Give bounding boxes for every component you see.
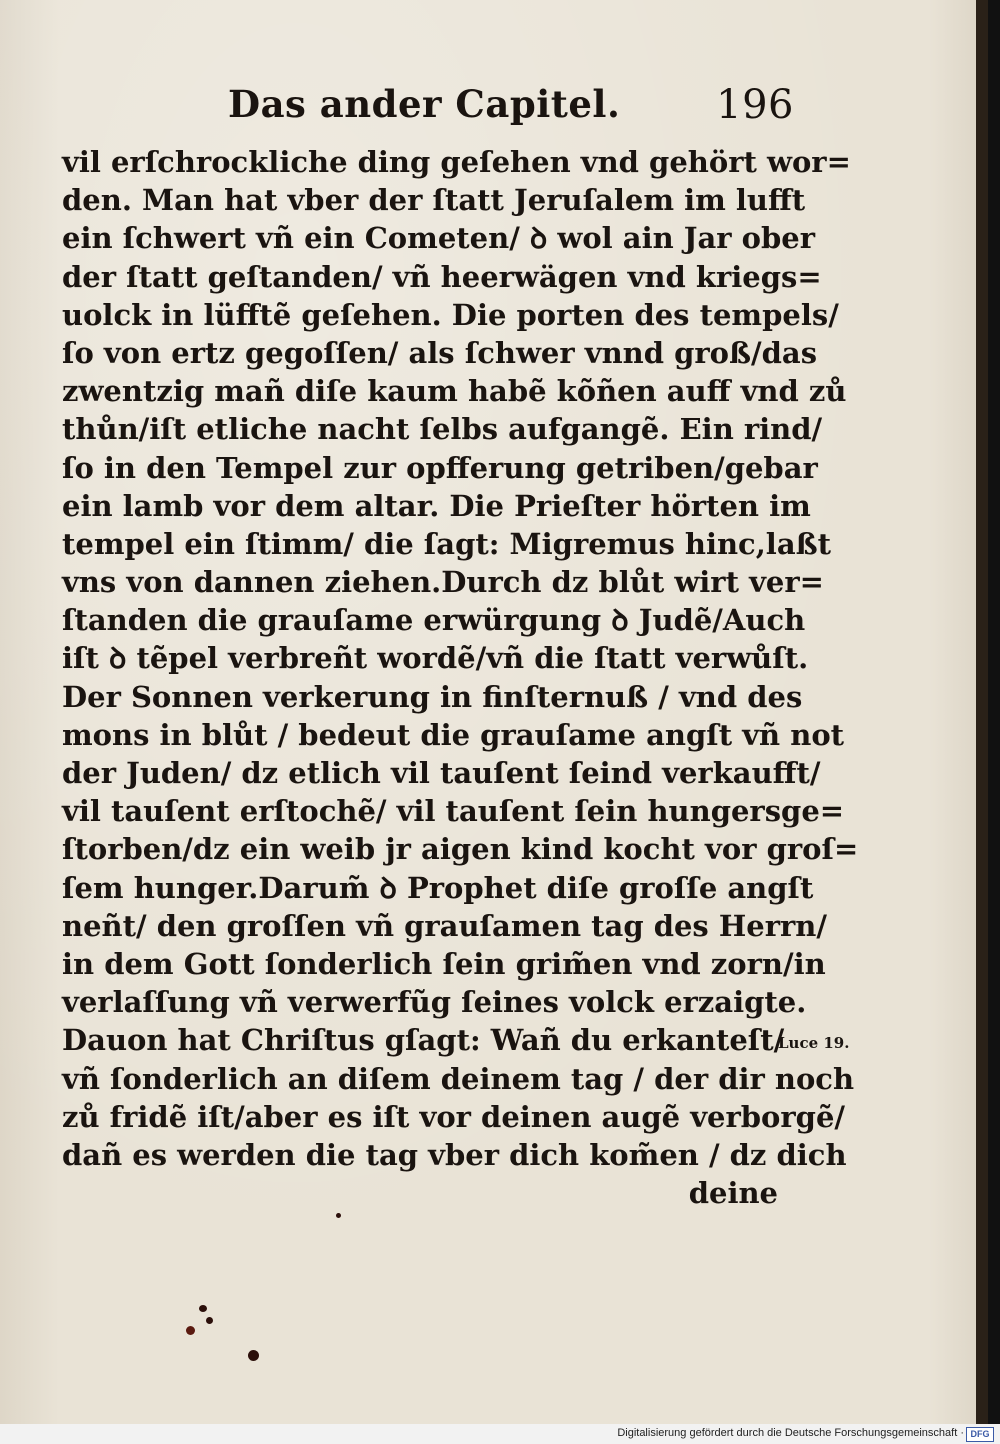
text-line: Der Sonnen verkerung in finſternuß / vnd des — [62, 679, 803, 714]
text-line: vil erſchrockliche ding geſehen vnd gehört wor= — [62, 145, 851, 179]
text-line: zů fridẽ iſt/aber es iſt vor deinen augẽ verborgẽ/ — [62, 1099, 845, 1134]
margin-note: Luce 19. — [778, 1034, 850, 1052]
text-line: ein lamb vor dem altar. Die Prieſter hörten im — [62, 488, 811, 523]
text-line: ſo von ertz gegoſſen/ als ſchwer vnnd groß/das — [62, 335, 818, 370]
text-line: thůn/iſt etliche nacht ſelbs aufgangẽ. Ein rind/ — [62, 412, 823, 447]
text-line: neñt/ den groſſen vñ grauſamen tag des Herrn/ — [62, 908, 827, 943]
text-line: der ſtatt geſtanden/ vñ heerwägen vnd kriegs= — [62, 259, 822, 294]
text-line: vil tauſent erſtochẽ/ vil tauſent ſein hungersge= — [62, 794, 845, 829]
ink-spot — [248, 1350, 259, 1361]
ink-spot — [206, 1317, 213, 1324]
footer-bar — [0, 1424, 1000, 1444]
page-edge — [976, 0, 988, 1424]
text-line: ſem hunger.Darum̃ ꝺ Prophet diſe groſſe angſt — [62, 870, 814, 905]
text-line: den. Man hat vber der ſtatt Jeruſalem im lufft — [62, 183, 806, 218]
text-line: vñ ſonderlich an diſem deinem tag / der dir noch — [62, 1061, 855, 1096]
running-header — [228, 82, 794, 132]
text-line: der Juden/ dz etlich vil tauſent ſeind verkaufft/ — [62, 756, 821, 790]
text-line: in dem Gott ſonderlich ſein grim̃en vnd zorn/in — [62, 946, 826, 981]
catchword: deine — [688, 1176, 778, 1211]
text-line: vns von dannen ziehen.Durch dz blůt wirt ver= — [62, 565, 824, 600]
text-line: mons in blůt / bedeut die grauſame angſt vñ not — [62, 717, 845, 752]
chapter-title: Das ander Capitel. — [228, 82, 621, 126]
text-line: verlaſſung vñ verwerfũg ſeines volck erzaigte. — [62, 985, 807, 1020]
text-line: zwentzig mañ diſe kaum habẽ kõñen auff vnd zů — [62, 374, 847, 409]
text-line: ſtanden die grauſame erwürgung ꝺ Judẽ/Auch — [62, 603, 806, 638]
text-line: dañ es werden die tag vber dich kom̃en / dz dich — [62, 1137, 847, 1172]
text-line: iſt ꝺ tẽpel verbreñt wordẽ/vñ die ſtatt verwůſt. — [62, 641, 809, 676]
ink-spot — [336, 1213, 341, 1218]
page-number: 196 — [716, 82, 794, 128]
ink-spot — [186, 1326, 195, 1335]
text-line: uolck in lüfftẽ geſehen. Die porten des tempels/ — [62, 297, 839, 332]
text-line: ein ſchwert vñ ein Cometen/ ꝺ wol ain Jar ober — [62, 221, 816, 256]
text-line: Dauon hat Chriſtus gſagt: Wañ du erkanteſt/ — [62, 1023, 785, 1058]
dfg-logo-icon: DFG — [966, 1427, 994, 1442]
text-line: ſtorben/dz ein weib jr aigen kind kocht vor groſ= — [62, 832, 859, 867]
text-line: tempel ein ſtimm/ die ſagt: Migremus hinc,laßt — [62, 526, 832, 561]
text-line: ſo in den Tempel zur opfferung getriben/gebar — [62, 450, 818, 485]
ink-spot — [199, 1305, 207, 1312]
funding-credit: Digitalisierung gefördert durch die Deutsche Forschungsgemeinschaft · — [617, 1427, 964, 1439]
